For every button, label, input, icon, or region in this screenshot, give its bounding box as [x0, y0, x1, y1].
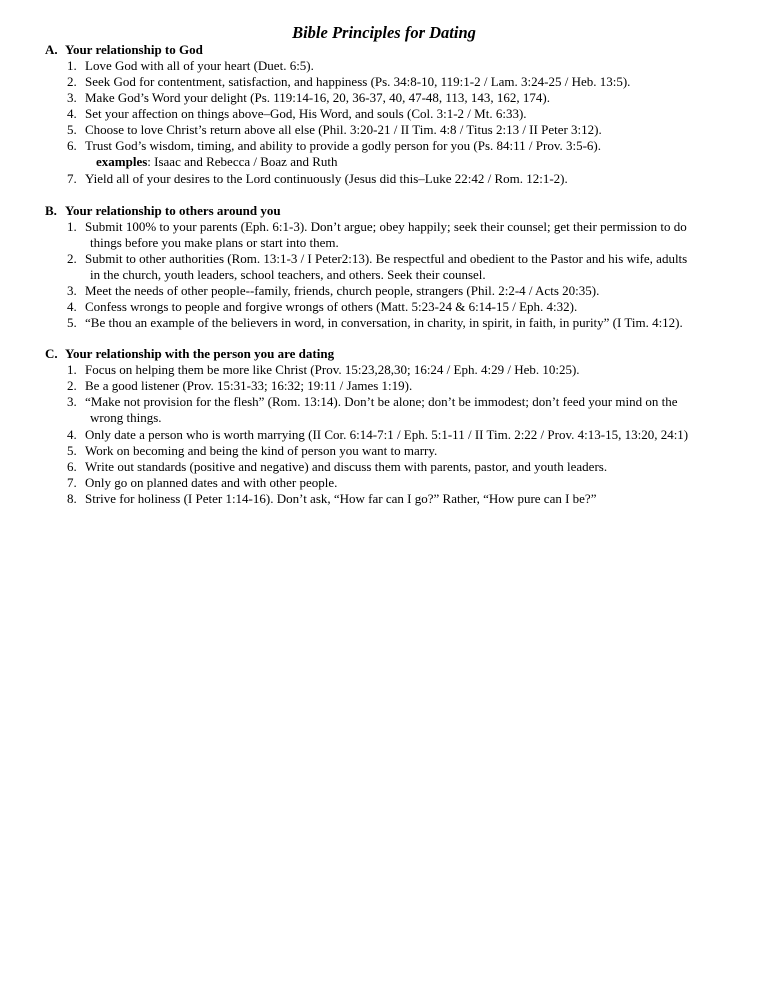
item-text: Be a good listener (Prov. 15:31-33; 16:32; 19:11 / James 1:19). [85, 378, 413, 393]
item-number: 1. [67, 58, 77, 73]
item-number: 3. [67, 90, 77, 105]
item-text: Meet the needs of other people--family, friends, church people, strangers (Phil. 2:2-4 / Acts 20:35). [85, 283, 600, 298]
section-letter: C. [45, 346, 58, 361]
item-text: Write out standards (positive and negative) and discuss them with parents, pastor, and youth leaders. [85, 459, 608, 474]
section-letter: A. [45, 42, 58, 57]
item-number: 2. [67, 378, 77, 393]
item-number: 1. [67, 219, 77, 234]
item-text: Love God with all of your heart (Duet. 6:5). [85, 58, 314, 73]
item-number: 8. [67, 491, 77, 506]
section-letter: B. [45, 203, 57, 218]
item-text: Trust God’s wisdom, timing, and ability to provide a godly person for you (Ps. 84:11 / Prov. 3:5-6). [85, 138, 602, 153]
item-text: Strive for holiness (I Peter 1:14-16). Don’t ask, “How far can I go?” Rather, “How pure can I be?” [85, 491, 597, 506]
item-number: 4. [67, 106, 77, 121]
section-heading [45, 42, 203, 58]
item-number: 3. [67, 283, 77, 298]
item-number: 6. [67, 459, 77, 474]
page-title: Bible Principles for Dating [292, 23, 476, 42]
item-text: Seek God for contentment, satisfaction, and happiness (Ps. 34:8-10, 119:1-2 / Lam. 3:24-25 / Heb. 13:5). [85, 74, 631, 89]
section-heading [45, 346, 334, 362]
item-text: “Be thou an example of the believers in word, in conversation, in charity, in spirit, in faith, in purity” (I Tim. 4:12). [85, 315, 683, 330]
item-number: 3. [67, 394, 77, 409]
section-title: Your relationship to God [65, 42, 203, 57]
item-number: 1. [67, 362, 77, 377]
section-title: Your relationship with the person you are dating [65, 346, 335, 361]
item-number: 2. [67, 251, 77, 266]
item-text: Only go on planned dates and with other people. [85, 475, 338, 490]
item-number: 7. [67, 475, 77, 490]
item-text: Yield all of your desires to the Lord continuously (Jesus did this–Luke 22:42 / Rom. 12:1-2). [85, 171, 568, 186]
item-text [85, 219, 745, 251]
item-text: Focus on helping them be more like Christ (Prov. 15:23,28,30; 16:24 / Eph. 4:29 / Heb. 10:25). [85, 362, 580, 377]
examples-line [96, 154, 338, 170]
item-text-continuation: things before you make plans or start into them. [90, 235, 339, 250]
item-text: Work on becoming and being the kind of person you want to marry. [85, 443, 438, 458]
item-number: 7. [67, 171, 77, 186]
item-text [85, 394, 745, 426]
item-text-line: Submit to other authorities (Rom. 13:1-3 / I Peter2:13). Be respectful and obedient to the Pastor and his wife, adults [85, 251, 688, 266]
item-number: 6. [67, 138, 77, 153]
section-title: Your relationship to others around you [65, 203, 281, 218]
item-number: 4. [67, 299, 77, 314]
item-text: Set your affection on things above–God, His Word, and souls (Col. 3:1-2 / Mt. 6:33). [85, 106, 527, 121]
item-text: Confess wrongs to people and forgive wrongs of others (Matt. 5:23-24 & 6:14-15 / Eph. 4:32). [85, 299, 578, 314]
item-text: Only date a person who is worth marrying (II Cor. 6:14-7:1 / Eph. 5:1-11 / II Tim. 2:22 / Prov. 4:13-15, 13:20, 24:1) [85, 427, 689, 442]
item-number: 4. [67, 427, 77, 442]
item-number: 5. [67, 122, 77, 137]
item-text-line: “Make not provision for the flesh” (Rom. 13:14). Don’t be alone; don’t be immodest; don’t feed your mind on the [85, 394, 678, 409]
item-number: 2. [67, 74, 77, 89]
examples-label: examples [96, 154, 148, 169]
item-number: 5. [67, 315, 77, 330]
section-heading [45, 203, 281, 219]
item-text: Make God’s Word your delight (Ps. 119:14-16, 20, 36-37, 40, 47-48, 113, 143, 162, 174). [85, 90, 550, 105]
item-text-line: Submit 100% to your parents (Eph. 6:1-3). Don’t argue; obey happily; seek their counsel; get their permission to do [85, 219, 687, 234]
item-text: Choose to love Christ’s return above all else (Phil. 3:20-21 / II Tim. 4:8 / Titus 2:13 / II Peter 3:12). [85, 122, 602, 137]
item-number: 5. [67, 443, 77, 458]
item-text-continuation: wrong things. [90, 410, 162, 425]
item-text-continuation: in the church, youth leaders, school teachers, and others. Seek their counsel. [90, 267, 486, 282]
item-text [85, 251, 745, 283]
examples-text: : Isaac and Rebecca / Boaz and Ruth [147, 154, 338, 169]
